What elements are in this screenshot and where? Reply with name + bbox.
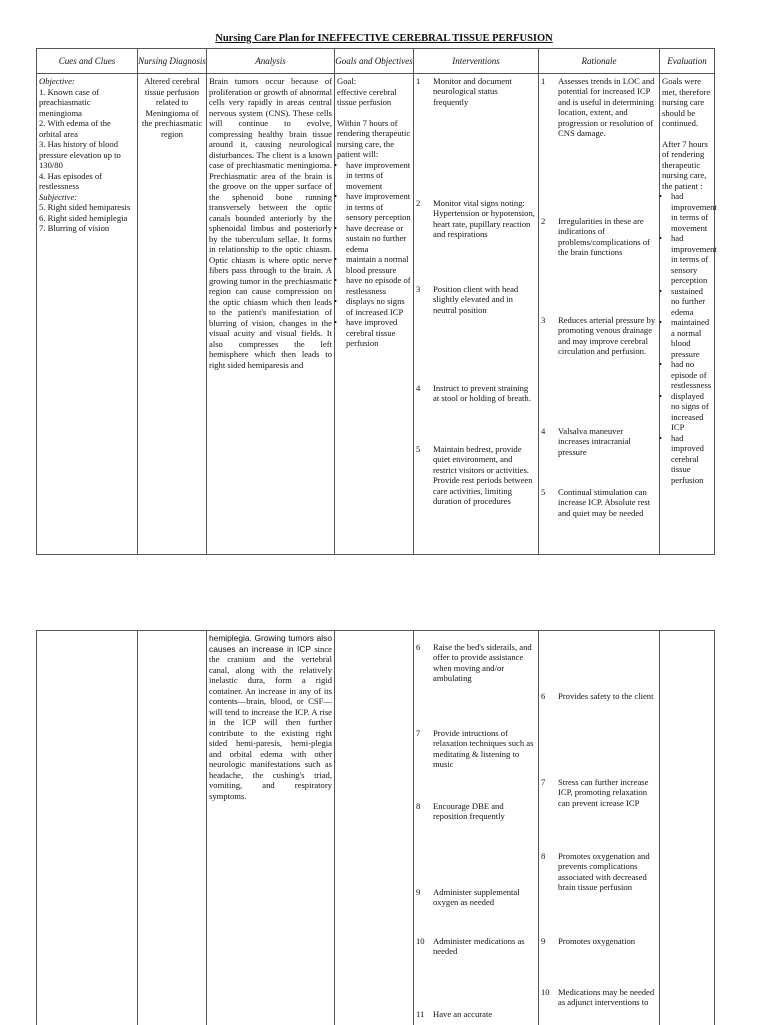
rationale-header: Rationale xyxy=(539,49,659,74)
care-plan-table-page1 xyxy=(36,48,715,555)
intervention-item: 11 Have an accurate xyxy=(416,1009,493,1019)
goal-item: • have no episode of restlessness xyxy=(337,275,411,296)
evaluation-item: • sustained no further edema xyxy=(662,286,712,318)
rationale-item: 9 Promotes oxygenation xyxy=(541,936,636,946)
intervention-item: 3 Position client with head slightly elevated and in neutral position xyxy=(416,284,519,315)
rationale-item: 2 Irregularities in these are indications of problems/complications of the brain functions xyxy=(541,216,650,258)
goals-content xyxy=(337,76,411,349)
evaluation-summary: Goals were met, therefore nursing care should be continued. xyxy=(662,76,711,128)
evaluation-header: Evaluation xyxy=(660,49,714,74)
goal-item: • maintain a normal blood pressure xyxy=(337,254,411,275)
rationale-column-continued xyxy=(539,631,660,1025)
intervention-item: 9 Administer supplemental oxygen as needed xyxy=(416,887,520,908)
rationale-item: 1 Assesses trends in LOC and potential for increased ICP and is useful in determining location, extent, and progression or resolution of CNS damage. xyxy=(541,76,655,139)
diagnosis-column-continued xyxy=(138,631,207,1025)
analysis-text-continued xyxy=(209,633,332,801)
evaluation-item: • had no episode of restlessness xyxy=(662,359,712,391)
evaluation-item: • maintained a normal blood pressure xyxy=(662,317,712,359)
intervention-item: 5 Maintain bedrest, provide quiet environment, and restrict visitors or activities. Provide rest periods between care activities, limiting duration of procedures xyxy=(416,444,533,507)
cues-content xyxy=(39,76,135,234)
analysis-column xyxy=(207,49,335,555)
evaluation-column xyxy=(660,49,715,555)
rationale-item: 6 Provides safety to the client xyxy=(541,691,654,701)
analysis-column-continued xyxy=(207,631,335,1025)
rationale-item: 7 Stress can further increase ICP, promoting relaxation can prevent icrease ICP xyxy=(541,777,649,808)
care-plan-table-page2 xyxy=(36,630,715,1025)
rationale-item: 8 Promotes oxygenation and prevents complications associated with decreased brain tissue perfusion xyxy=(541,851,650,893)
goal-item: • have improved cerebral tissue perfusion xyxy=(337,317,411,349)
cue-item: 5. Right sided hemiparesis xyxy=(39,202,131,212)
table-bottom-border xyxy=(37,554,715,555)
cues-header: Cues and Clues xyxy=(37,49,137,74)
evaluation-column-continued xyxy=(660,631,715,1025)
diagnosis-header: Nursing Diagnosis xyxy=(138,49,206,74)
analysis-text: Brain tumors occur because of proliferation or growth of abnormal cells very rapidly in areas central nervous system (CNS). These cells will continue to evolve, compressing healthy brain tissue around it, causing neurological disturbances. The client is a known case of prechiasmatic meningioma. Prechiasmatic area of the brain is the groove on the upper surface of the sphenoid bone running transversely between the optic canals bounded anteriorly by the sphenoidal limbus and posteriorly by the tuberculum sellae. It forms in relationship to the optic chiasm. Optic chiasm is where optic nerve fibers pass through to the brain. A growing tumor in the prechiasmatic region can cause compression on the optic chiasm which then leads to the patient's manifestation of blurring of vision, changes in the visual acuity and visual fields. It also compresses the left hemisphere which then leads to right sided hemiparesis and xyxy=(209,76,332,370)
cues-column-continued xyxy=(37,631,138,1025)
intervention-item: 8 Encourage DBE and reposition frequently xyxy=(416,801,505,822)
objective-intro: Within 7 hours of rendering therapeutic nursing care, the patient will: xyxy=(337,117,411,159)
intervention-item: 2 Monitor vital signs noting: Hypertension or hypotension, heart rate, pupillary reaction and respirations xyxy=(416,198,535,240)
cues-column xyxy=(37,49,138,555)
interventions-header: Interventions xyxy=(414,49,538,74)
rationale-column xyxy=(539,49,660,555)
goal-item: • displays no signs of increased ICP xyxy=(337,296,411,317)
goal-label: Goal: xyxy=(337,76,357,86)
analysis-text-part-a: hemiplegia. Growing tumors also causes an increase in ICP xyxy=(209,633,332,654)
diagnosis-column xyxy=(138,49,207,555)
evaluation-content xyxy=(662,76,717,485)
evaluation-intro: After 7 hours of rendering therapeutic nursing care, the patient : xyxy=(662,138,708,191)
analysis-header: Analysis xyxy=(207,49,334,74)
intervention-item: 4 Instruct to prevent straining at stool or holding of breath. xyxy=(416,383,531,404)
cue-item: 1. Known case of preachiasmatic meningioma xyxy=(39,86,100,118)
goal-item: • have improvement in terms of movement xyxy=(337,160,411,192)
goals-header: Goals and Objectives xyxy=(335,49,413,74)
goal-item: • have improvement in terms of sensory perception xyxy=(337,191,411,223)
evaluation-item: • had improvement in terms of sensory perception xyxy=(662,233,712,286)
cue-item: 3. Has history of blood pressure elevation up to 130/80 xyxy=(39,139,121,170)
goals-column xyxy=(335,49,414,555)
intervention-item: 1 Monitor and document neurological status frequently xyxy=(416,76,512,107)
cue-item: 2. With edema of the orbital area xyxy=(39,118,111,139)
rationale-item: 3 Reduces arterial pressure by promoting venous drainage and may improve cerebral circulation and perfusion. xyxy=(541,315,656,357)
intervention-item: 6 Raise the bed's siderails, and offer to provide assistance when moving and/or ambulating xyxy=(416,642,532,684)
cue-item: 6. Right sided hemiplegia xyxy=(39,212,128,223)
rationale-item: 4 Valsalva maneuver increases intracranial pressure xyxy=(541,426,631,457)
cue-item: 7. Blurring of vision xyxy=(39,223,110,233)
intervention-item: 10 Administer medications as needed xyxy=(416,936,525,957)
evaluation-item: • had improvement in terms of movement xyxy=(662,191,712,233)
cue-item: 4. Has episodes of restlessness xyxy=(39,170,103,191)
objective-label: Objective: xyxy=(39,76,75,86)
goals-column-continued xyxy=(335,631,414,1025)
document-title: Nursing Care Plan for INEFFECTIVE CEREBRAL TISSUE PERFUSION xyxy=(215,33,553,44)
goal-item: • have decrease or sustain no further edema xyxy=(337,223,411,255)
rationale-item: 5 Continual stimulation can increase ICP. Absolute rest and quiet may be needed xyxy=(541,487,651,518)
diagnosis-text: Altered cerebral tissue perfusion related to Meningioma of the prechiasmatic region xyxy=(141,76,203,139)
evaluation-item: • displayed no signs of increased ICP xyxy=(662,391,712,433)
interventions-column xyxy=(414,49,539,555)
analysis-text-part-b: since the cranium and the vertebral canal, along with the relatively inelastic dura, form a rigid container. An increase in any of its contents—brain, blood, or CSF—will tend to increase the ICP. A rise in the ICP will then further contribute to the existing right sided hemi-paresis, hemi-plegia and orbital edema with other neurologic manifestations such as headache, the cushing's triad, vomiting, and respiratory symptoms. xyxy=(209,643,332,801)
evaluation-item: • had improved cerebral tissue perfusion xyxy=(662,433,712,486)
rationale-item: 10 Medications may be needed as adjunct interventions to xyxy=(541,987,655,1008)
intervention-item: 7 Provide intructions of relaxation techniques such as meditating & listening to music xyxy=(416,728,534,770)
interventions-column-continued xyxy=(414,631,539,1025)
goal-text: effective cerebral tissue perfusion xyxy=(337,86,397,107)
subjective-label: Subjective: xyxy=(39,191,78,202)
